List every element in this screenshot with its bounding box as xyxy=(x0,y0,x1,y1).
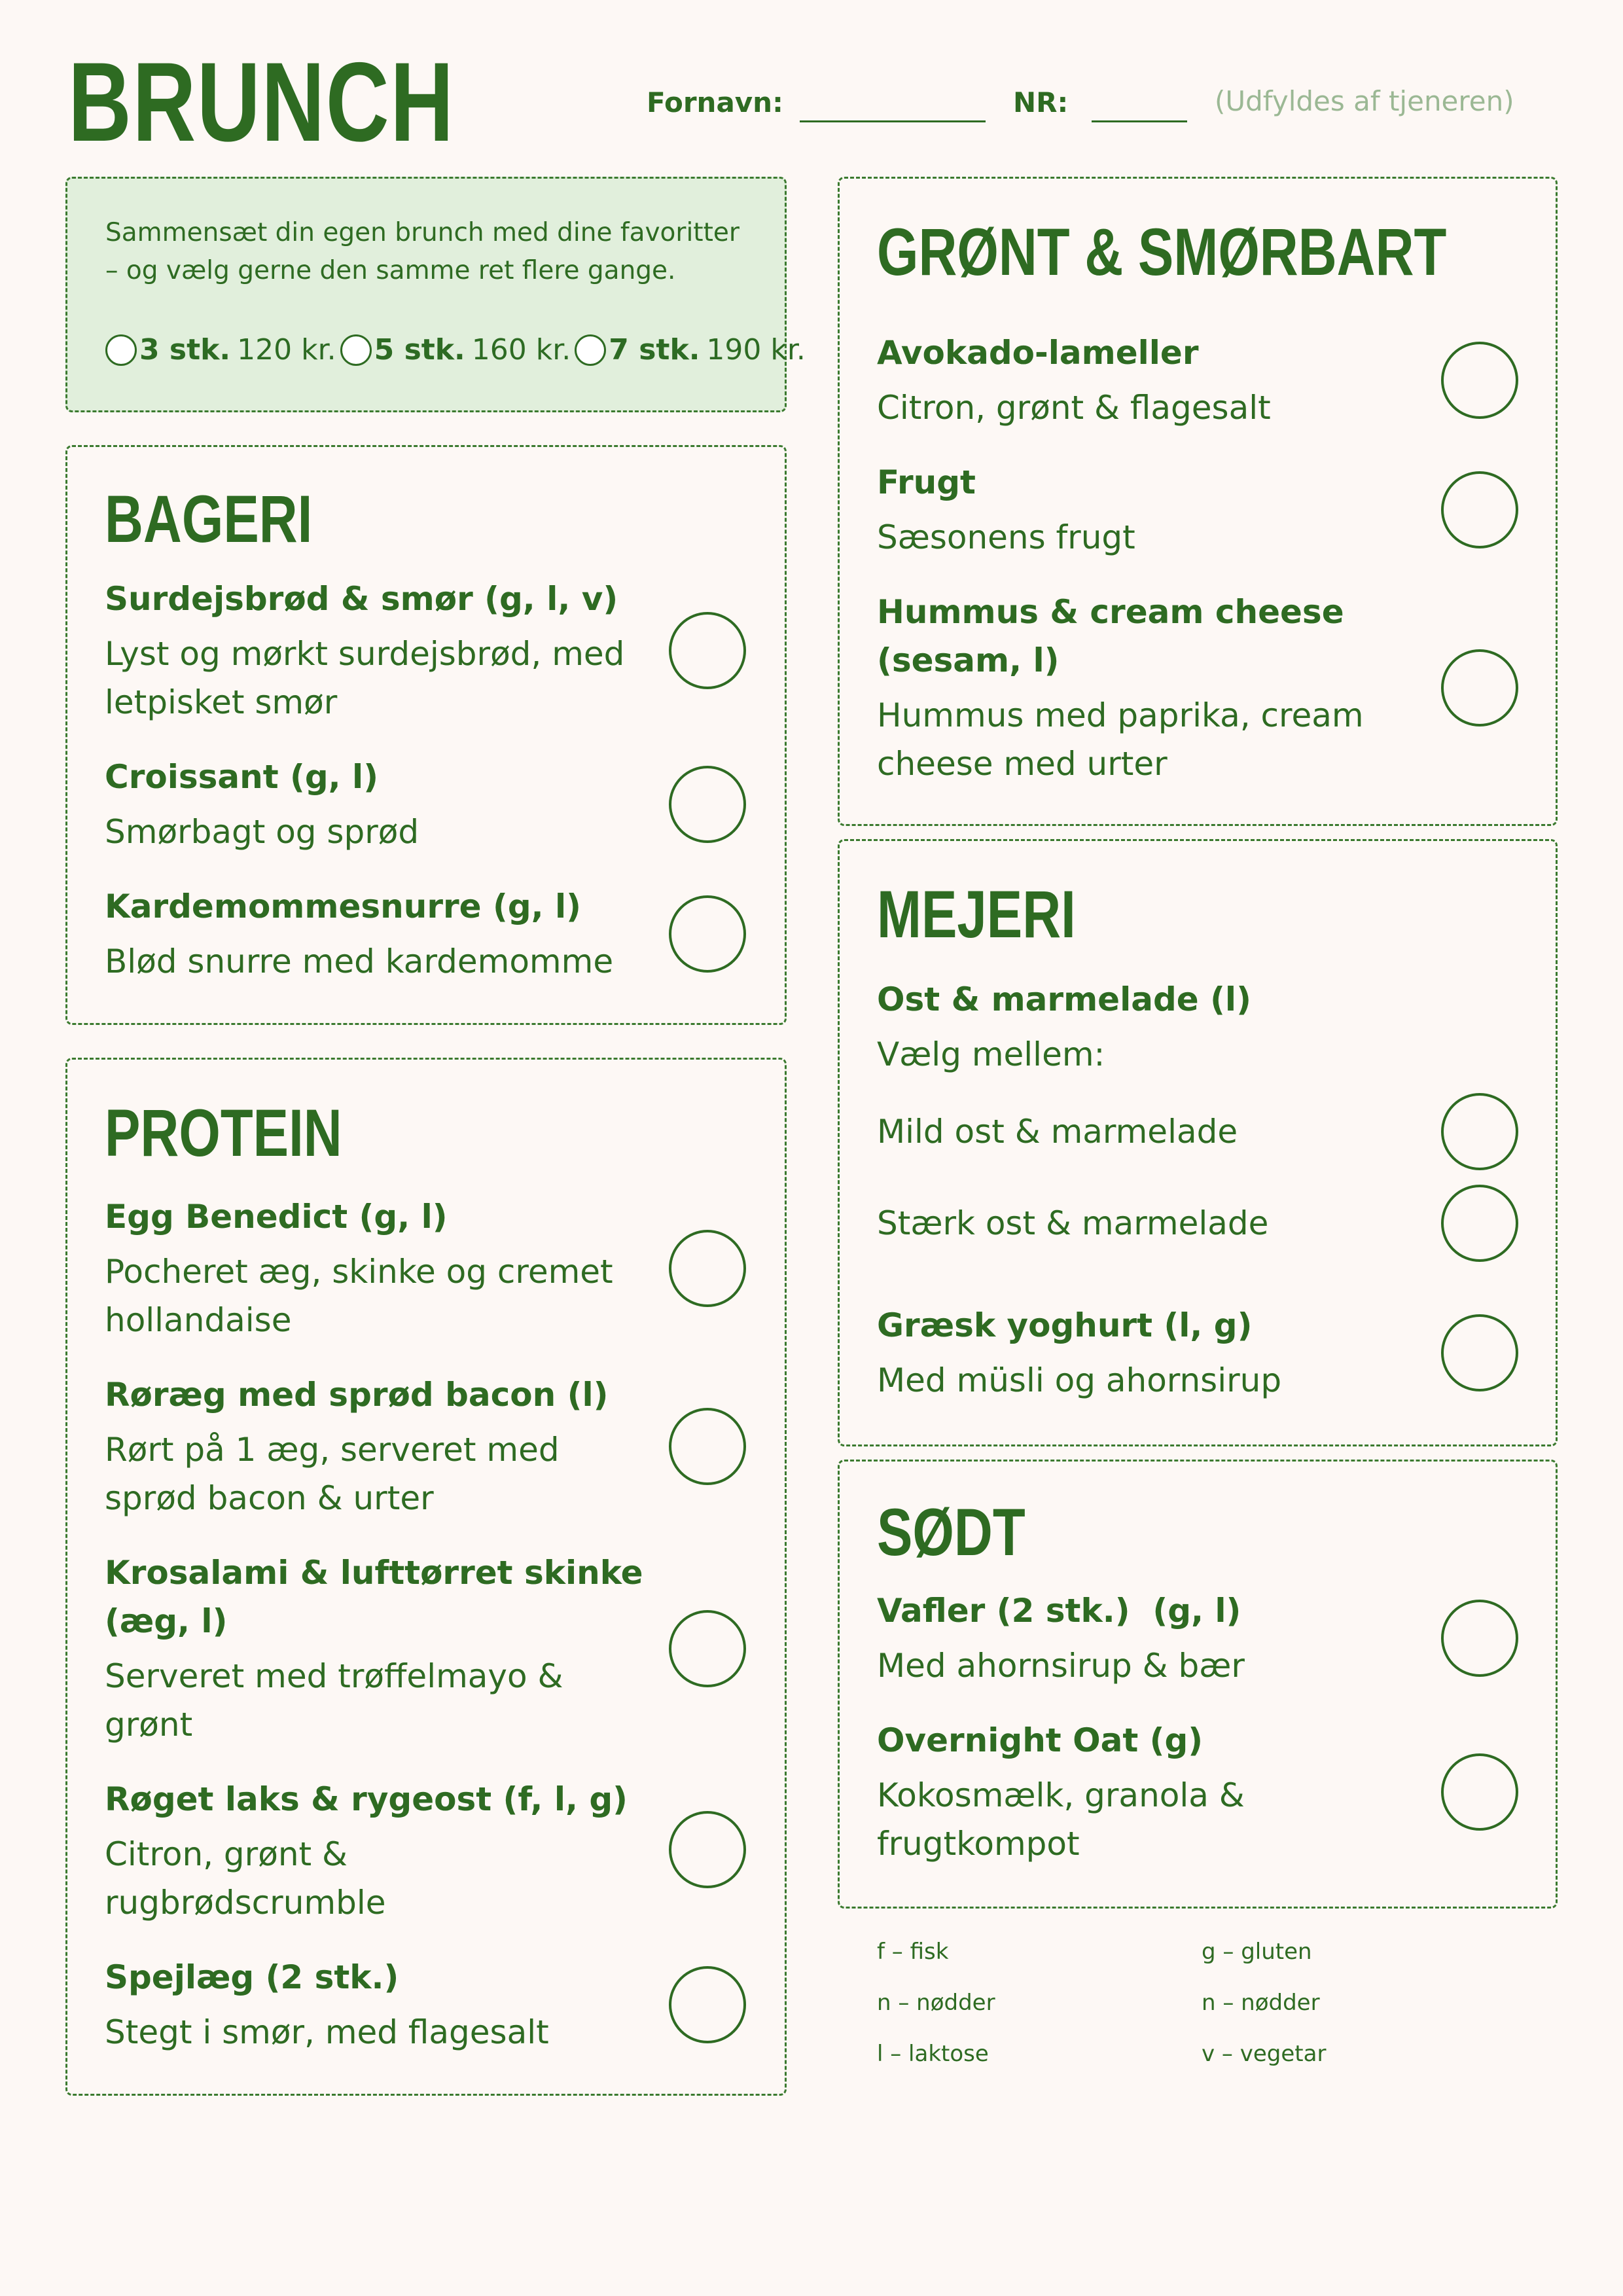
legend-fisk: f – fisk xyxy=(877,1939,949,1965)
menu-item-kardemommesnurre xyxy=(105,882,668,986)
item-desc: grønt xyxy=(105,1706,193,1744)
select-circle-roget-laks[interactable] xyxy=(669,1811,746,1888)
select-circle-overnight-oat[interactable] xyxy=(1441,1753,1518,1831)
option-mild-ost: Mild ost & marmelade xyxy=(877,1113,1238,1151)
menu-item-krosalami xyxy=(105,1549,668,1749)
item-name: Røget laks & rygeost (f, l, g) xyxy=(105,1780,628,1818)
item-name: Røræg med sprød bacon (l) xyxy=(105,1376,609,1414)
section-title-bageri: BAGERI xyxy=(105,482,313,556)
select-circle-egg-benedict[interactable] xyxy=(669,1230,746,1307)
item-name: Krosalami & lufttørret skinke xyxy=(105,1554,643,1592)
legend-vegetar: v – vegetar xyxy=(1202,2041,1327,2067)
size-7-price: 190 kr. xyxy=(706,333,806,367)
item-name: Kardemommesnurre (g, l) xyxy=(105,888,582,925)
option-staerk-ost: Stærk ost & marmelade xyxy=(877,1204,1269,1242)
item-name: Frugt xyxy=(877,463,976,501)
item-name: Avokado-lameller xyxy=(877,334,1199,372)
select-circle-kardemommesnurre[interactable] xyxy=(669,895,746,973)
item-name: Græsk yoghurt (l, g) xyxy=(877,1306,1253,1344)
first-name-label: Fornavn: xyxy=(647,86,783,118)
select-circle-mild-ost[interactable] xyxy=(1441,1093,1518,1170)
item-desc: frugtkompot xyxy=(877,1825,1080,1863)
item-name: Ost & marmelade (l) xyxy=(877,980,1251,1018)
menu-item-surdejsbrod xyxy=(105,575,668,726)
menu-item-roraeg xyxy=(105,1371,668,1522)
menu-item-overnight-oat xyxy=(877,1716,1440,1868)
menu-item-croissant xyxy=(105,753,668,856)
size-options xyxy=(105,333,810,367)
item-name-cont: (æg, l) xyxy=(105,1602,228,1640)
item-name: Vafler (2 stk.) (g, l) xyxy=(877,1592,1241,1630)
waiter-hint: (Udfyldes af tjeneren) xyxy=(1215,85,1514,117)
legend-nodder-2: n – nødder xyxy=(1202,1990,1320,2016)
item-name: Overnight Oat (g) xyxy=(877,1721,1204,1759)
item-name: Egg Benedict (g, l) xyxy=(105,1198,448,1236)
intro-text-2: – og vælg gerne den samme ret flere gange. xyxy=(105,256,676,285)
select-circle-vafler[interactable] xyxy=(1441,1600,1518,1677)
size-3-qty: 3 stk. xyxy=(139,333,231,367)
item-desc: Med ahornsirup & bær xyxy=(877,1647,1245,1685)
menu-item-spejlaeg xyxy=(105,1953,668,2056)
item-name: Spejlæg (2 stk.) xyxy=(105,1958,399,1996)
size-5-qty: 5 stk. xyxy=(374,333,465,367)
select-circle-croissant[interactable] xyxy=(669,766,746,843)
select-circle-staerk-ost[interactable] xyxy=(1441,1185,1518,1262)
menu-item-yoghurt xyxy=(877,1301,1440,1405)
menu-item-egg-benedict xyxy=(105,1193,668,1344)
section-title-sodt: SØDT xyxy=(877,1495,1026,1570)
menu-item-hummus xyxy=(877,588,1440,788)
select-circle-surdejsbrod[interactable] xyxy=(669,612,746,689)
item-name-cont: (sesam, l) xyxy=(877,641,1060,679)
legend-gluten: g – gluten xyxy=(1202,1939,1312,1965)
select-circle-krosalami[interactable] xyxy=(669,1610,746,1687)
item-desc: rugbrødscrumble xyxy=(105,1884,386,1922)
menu-title: BRUNCH xyxy=(68,39,455,165)
menu-item-frugt xyxy=(877,458,1440,562)
item-desc: Blød snurre med kardemomme xyxy=(105,942,614,980)
item-desc: hollandaise xyxy=(105,1301,292,1339)
item-desc: Vælg mellem: xyxy=(877,1035,1105,1073)
select-circle-avokado[interactable] xyxy=(1441,342,1518,419)
item-desc: sprød bacon & urter xyxy=(105,1479,434,1517)
size-7-radio[interactable] xyxy=(575,334,606,366)
section-title-mejeri: MEJERI xyxy=(877,877,1076,952)
item-name: Hummus & cream cheese xyxy=(877,593,1344,631)
section-title-protein: PROTEIN xyxy=(105,1096,342,1170)
item-desc: cheese med urter xyxy=(877,745,1168,783)
menu-item-vafler xyxy=(877,1587,1440,1690)
item-desc: Hummus med paprika, cream xyxy=(877,696,1364,734)
item-desc: Citron, grønt & flagesalt xyxy=(877,389,1271,427)
select-circle-yoghurt[interactable] xyxy=(1441,1314,1518,1391)
menu-item-avokado xyxy=(877,329,1440,432)
item-desc: Kokosmælk, granola & xyxy=(877,1776,1245,1814)
item-desc: Lyst og mørkt surdejsbrød, med xyxy=(105,635,625,673)
item-desc: Serveret med trøffelmayo & xyxy=(105,1657,563,1695)
size-5-radio[interactable] xyxy=(340,334,372,366)
nr-label: NR: xyxy=(1013,86,1069,118)
item-desc: Pocheret æg, skinke og cremet xyxy=(105,1253,613,1291)
item-desc: Rørt på 1 æg, serveret med xyxy=(105,1431,560,1469)
legend-laktose: l – laktose xyxy=(877,2041,989,2067)
section-title-gront: GRØNT & SMØRBART xyxy=(877,215,1447,289)
select-circle-hummus[interactable] xyxy=(1441,649,1518,726)
item-desc: Citron, grønt & xyxy=(105,1835,348,1873)
size-5-price: 160 kr. xyxy=(471,333,571,367)
menu-item-ost-marmelade xyxy=(877,975,1440,1079)
select-circle-spejlaeg[interactable] xyxy=(669,1966,746,2043)
item-desc: Stegt i smør, med flagesalt xyxy=(105,2013,549,2051)
item-name: Surdejsbrød & smør (g, l, v) xyxy=(105,580,618,618)
first-name-field[interactable] xyxy=(800,120,986,122)
intro-box xyxy=(65,177,806,412)
nr-field[interactable] xyxy=(1092,120,1187,122)
item-desc: Med müsli og ahornsirup xyxy=(877,1361,1282,1399)
select-circle-frugt[interactable] xyxy=(1441,471,1518,548)
item-desc: Sæsonens frugt xyxy=(877,518,1135,556)
select-circle-roraeg[interactable] xyxy=(669,1408,746,1485)
menu-item-roget-laks xyxy=(105,1775,668,1927)
item-name: Croissant (g, l) xyxy=(105,758,379,796)
item-desc: letpisket smør xyxy=(105,683,338,721)
size-7-qty: 7 stk. xyxy=(609,333,700,367)
size-3-price: 120 kr. xyxy=(237,333,336,367)
size-3-radio[interactable] xyxy=(105,334,137,366)
item-desc: Smørbagt og sprød xyxy=(105,813,419,851)
legend-nodder: n – nødder xyxy=(877,1990,995,2016)
intro-text-1: Sammensæt din egen brunch med dine favoritter xyxy=(105,218,740,247)
